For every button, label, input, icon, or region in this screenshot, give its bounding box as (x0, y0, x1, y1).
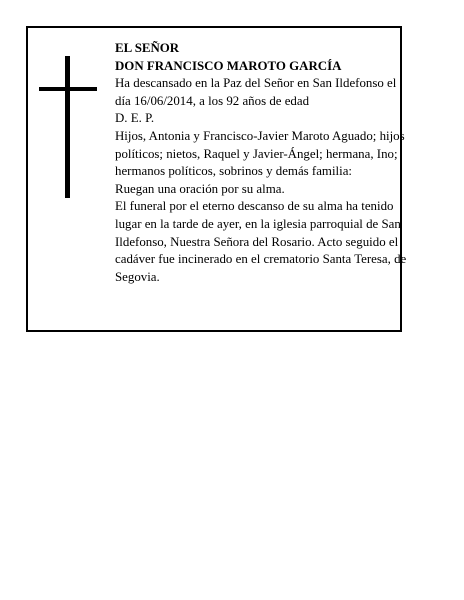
cross-vertical-bar (65, 56, 70, 198)
obituary-notice (26, 26, 407, 332)
deceased-name: DON FRANCISCO MAROTO GARCÍA (115, 58, 342, 73)
cross-icon (39, 56, 97, 198)
dep-text: D. E. P. (115, 111, 155, 126)
heading-line-1: EL SEÑOR (115, 41, 180, 55)
death-info: Ha descansado en la Paz del Señor en San Ildefonso el día 16/06/2014, a los 92 años de edad (115, 76, 397, 108)
obituary-text (115, 40, 415, 286)
family-text: Hijos, Antonia y Francisco-Javier Maroto Aguado; hijos políticos; nietos, Raquel y Javier-Ángel; hermana, Ino; hermanos políticos, sobrinos y demás familia: (115, 128, 405, 179)
prayer-request: Ruegan una oración por su alma. (115, 181, 285, 196)
funeral-info: El funeral por el eterno descanso de su alma ha tenido lugar en la tarde de ayer, en la iglesia parroquial de San Ildefonso, Nuestra Señora del Rosario. Acto seguido el cadáver fue incinerado en el crematorio Santa Teresa, de Segovia. (115, 199, 407, 284)
cross-horizontal-bar (39, 87, 97, 91)
